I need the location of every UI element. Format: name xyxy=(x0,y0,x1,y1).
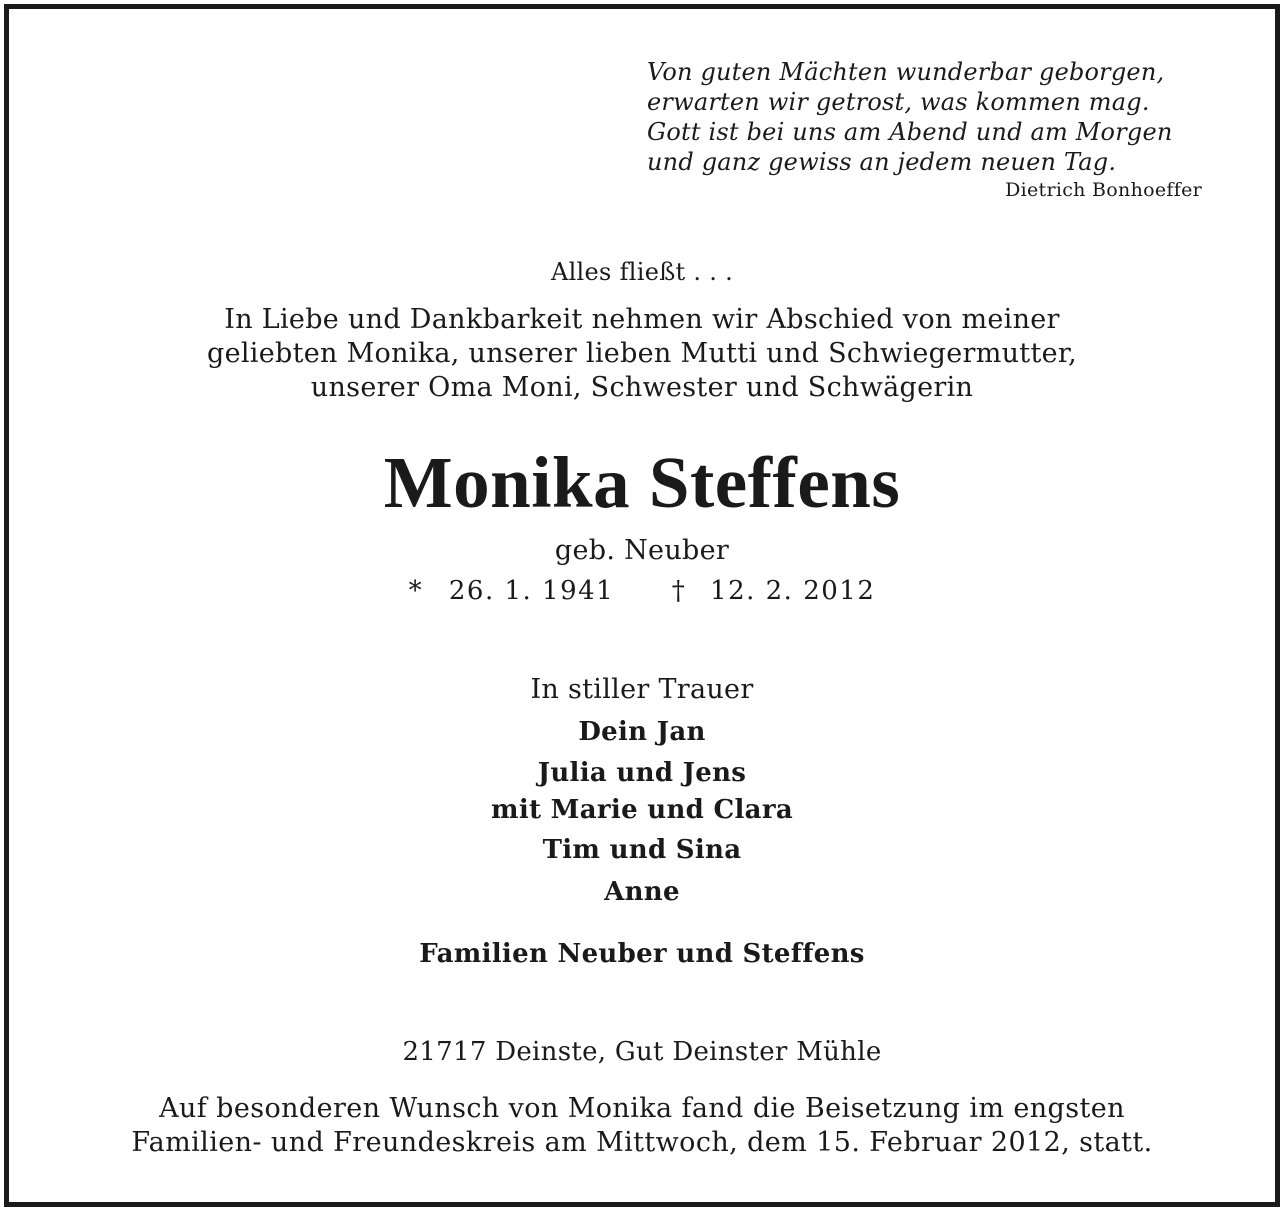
intro-line: In Liebe und Dankbarkeit nehmen wir Abschied von meiner xyxy=(224,304,1060,335)
obituary-notice xyxy=(4,4,1280,1207)
mourner-name: Julia und Jens xyxy=(537,758,747,788)
quote-line: Gott ist bei uns am Abend und am Morgen xyxy=(647,118,1173,146)
families: Familien Neuber und Steffens xyxy=(419,939,865,969)
death-symbol: † xyxy=(671,576,687,606)
birth-symbol: * xyxy=(408,576,424,606)
intro-line: geliebten Monika, unserer lieben Mutti und Schwiegermutter, xyxy=(206,338,1077,369)
motto: Alles fließt . . . xyxy=(550,258,734,286)
birth-date: 26. 1. 1941 xyxy=(448,576,615,606)
bonhoeffer-quote xyxy=(647,57,1207,177)
quote-line: erwarten wir getrost, was kommen mag. xyxy=(647,88,1150,116)
intro-line: unserer Oma Moni, Schwester und Schwägerin xyxy=(310,372,974,403)
address: 21717 Deinste, Gut Deinster Mühle xyxy=(402,1037,882,1067)
funeral-note-line: Familien- und Freundeskreis am Mittwoch, dem 15. Februar 2012, statt. xyxy=(131,1127,1153,1158)
quote-line: und ganz gewiss an jedem neuen Tag. xyxy=(647,148,1117,176)
funeral-note xyxy=(9,1092,1275,1160)
mourning-heading: In stiller Trauer xyxy=(530,674,754,705)
funeral-note-line: Auf besonderen Wunsch von Monika fand die Beisetzung im engsten xyxy=(159,1093,1125,1124)
quote-author: Dietrich Bonhoeffer xyxy=(1005,179,1202,201)
mourner-name: mit Marie und Clara xyxy=(491,795,793,825)
life-dates xyxy=(9,576,1275,606)
birth-name: geb. Neuber xyxy=(554,535,730,566)
mourner-name: Tim und Sina xyxy=(542,835,742,865)
deceased-name: Monika Steffens xyxy=(383,442,901,523)
intro-text xyxy=(9,303,1275,405)
death-date: 12. 2. 2012 xyxy=(710,576,876,606)
quote-line: Von guten Mächten wunderbar geborgen, xyxy=(647,58,1165,86)
mourner-name: Dein Jan xyxy=(578,717,706,747)
mourner-name: Anne xyxy=(604,877,680,907)
